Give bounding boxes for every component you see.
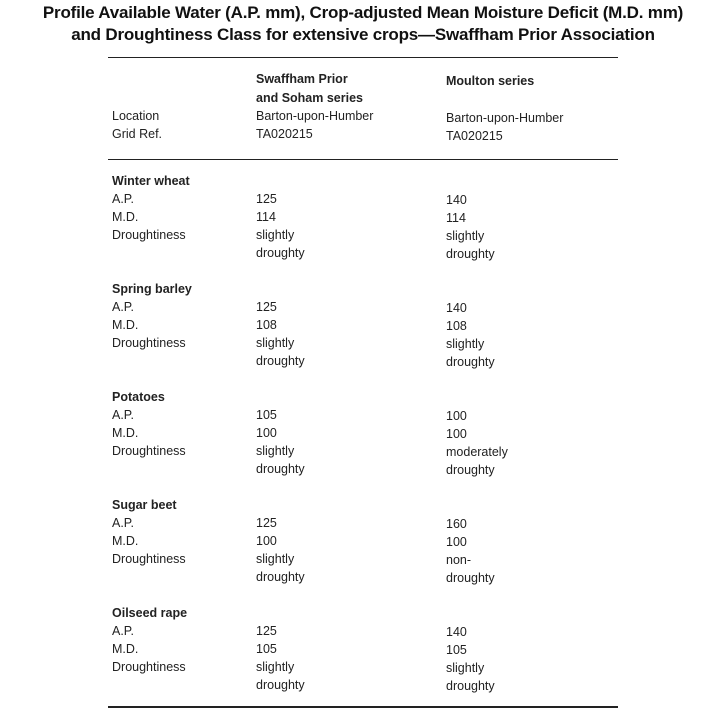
- col2-droughtiness-line2: droughty: [446, 355, 495, 369]
- col2-ap-value: 140: [446, 193, 467, 207]
- header-rule: [108, 159, 618, 160]
- crop-name: Spring barley: [112, 282, 192, 296]
- col2-md-value: 105: [446, 643, 467, 657]
- col2-md-value: 108: [446, 319, 467, 333]
- col2-droughtiness-line1: non-: [446, 553, 472, 567]
- col2-ap-value: 160: [446, 517, 467, 531]
- col2-md-value: 100: [446, 427, 467, 441]
- col2-droughtiness-line2: droughty: [446, 571, 495, 585]
- col1-droughtiness-line2: droughty: [256, 354, 305, 368]
- col2-droughtiness-line1: slightly: [446, 661, 485, 675]
- droughtiness-label: Droughtiness: [112, 660, 186, 674]
- md-label: M.D.: [112, 642, 139, 656]
- col1-droughtiness-line1: slightly: [256, 228, 295, 242]
- col1-md-value: 100: [256, 426, 277, 440]
- col1-droughtiness-line2: droughty: [256, 246, 305, 260]
- col1-ap-value: 105: [256, 408, 277, 422]
- col1-md-value: 100: [256, 534, 277, 548]
- md-label: M.D.: [112, 318, 139, 332]
- col2-droughtiness-line2: droughty: [446, 679, 495, 693]
- col2-droughtiness-line1: moderately: [446, 445, 508, 459]
- col1-droughtiness-line1: slightly: [256, 660, 295, 674]
- col1-md-value: 108: [256, 318, 277, 332]
- droughtiness-label: Droughtiness: [112, 228, 186, 242]
- col1-name-line1: Swaffham Prior: [256, 72, 348, 86]
- col1-ap-value: 125: [256, 192, 277, 206]
- crop-name: Oilseed rape: [112, 606, 188, 620]
- crop-name: Winter wheat: [112, 174, 190, 188]
- location-label: Location: [112, 109, 160, 123]
- col2-droughtiness-line1: slightly: [446, 337, 485, 351]
- col1-droughtiness-line1: slightly: [256, 336, 295, 350]
- col2-name: Moulton series: [446, 74, 535, 88]
- col1-droughtiness-line2: droughty: [256, 570, 305, 584]
- col2-location: Barton-upon-Humber: [446, 111, 564, 125]
- document-title: [0, 2, 726, 46]
- md-label: M.D.: [112, 210, 139, 224]
- col2-ap-value: 140: [446, 625, 467, 639]
- droughtiness-label: Droughtiness: [112, 444, 186, 458]
- top-rule: [108, 57, 618, 58]
- col2-gridref: TA020215: [446, 129, 503, 143]
- col1-ap-value: 125: [256, 516, 277, 530]
- col1-droughtiness-line2: droughty: [256, 678, 305, 692]
- md-label: M.D.: [112, 426, 139, 440]
- col1-droughtiness-line2: droughty: [256, 462, 305, 476]
- col1-ap-value: 125: [256, 624, 277, 638]
- col1-md-value: 114: [256, 210, 276, 224]
- ap-label: A.P.: [112, 624, 135, 638]
- gridref-label: Grid Ref.: [112, 127, 163, 141]
- ap-label: A.P.: [112, 516, 135, 530]
- col1-droughtiness-line1: slightly: [256, 552, 295, 566]
- col2-droughtiness-line2: droughty: [446, 463, 495, 477]
- col2-ap-value: 140: [446, 301, 467, 315]
- col1-location: Barton-upon-Humber: [256, 109, 374, 123]
- col2-md-value: 100: [446, 535, 467, 549]
- ap-label: A.P.: [112, 408, 135, 422]
- col2-md-value: 114: [446, 211, 466, 225]
- crop-name: Potatoes: [112, 390, 165, 404]
- title-line-1: Profile Available Water (A.P. mm), Crop-adjusted Mean Moisture Deficit (M.D. mm): [42, 3, 684, 22]
- ap-label: A.P.: [112, 300, 135, 314]
- title-line-2: and Droughtiness Class for extensive crops—Swaffham Prior Association: [71, 25, 655, 44]
- col2-droughtiness-line1: slightly: [446, 229, 485, 243]
- col1-md-value: 105: [256, 642, 277, 656]
- droughtiness-label: Droughtiness: [112, 552, 186, 566]
- col1-name-line2: and Soham series: [256, 91, 363, 105]
- col1-gridref: TA020215: [256, 127, 313, 141]
- col1-droughtiness-line1: slightly: [256, 444, 295, 458]
- md-label: M.D.: [112, 534, 139, 548]
- crop-name: Sugar beet: [112, 498, 177, 512]
- ap-label: A.P.: [112, 192, 135, 206]
- droughtiness-label: Droughtiness: [112, 336, 186, 350]
- col1-ap-value: 125: [256, 300, 277, 314]
- col2-ap-value: 100: [446, 409, 467, 423]
- col2-droughtiness-line2: droughty: [446, 247, 495, 261]
- bottom-rule: [108, 706, 618, 708]
